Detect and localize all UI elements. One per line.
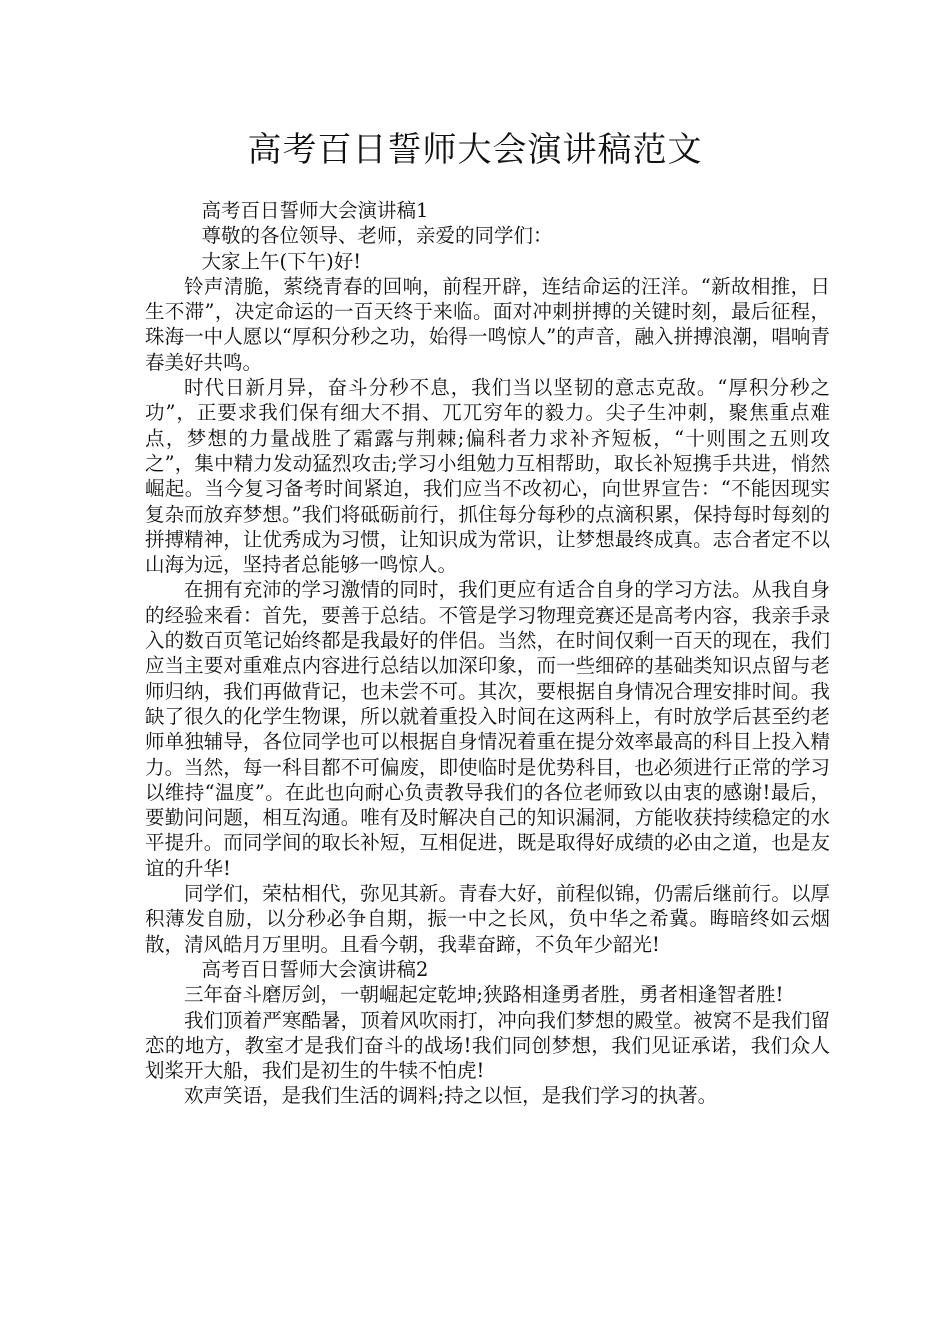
paragraph: 同学们，荣枯相代，弥见其新。青春大好，前程似锦，仍需后继前行。以厚积薄发自励，以分秒必争自期，振一中之长风，负中华之希冀。晦暗终如云烟散，清风皓月万里明。且看今朝，我辈奋蹄，不负年少韶光!: [145, 882, 830, 956]
speech-1-heading: 高考百日誓师大会演讲稿1: [201, 199, 429, 222]
paragraph: 在拥有充沛的学习激情的同时，我们更应有适合自身的学习方法。从我自身的经验来看：首先，要善于总结。不管是学习物理竞赛还是高考内容，我亲手录入的数百页笔记始终都是我最好的伴侣。当然，在时间仅剩一百天的现在，我们应当主要对重难点内容进行总结以加深印象，而一些细碎的基础类知识点留与老师归纳，我们再做背记，也未尝不可。其次，要根据自身情况合理安排时间。我缺了很久的化学生物课，所以就着重投入时间在这两科上，有时放学后甚至约老师单独辅导，各位同学也可以根据自身情况着重在提分效率最高的科目上投入精力。当然，每一科目都不可偏废，即使临时是优势科目，也必须进行正常的学习以维持“温度”。在此也向耐心负责教导我们的各位老师致以由衷的感谢!最后，要勤问问题，相互沟通。唯有及时解决自己的知识漏洞，方能收获持续稳定的水平提升。而同学间的取长补短，互相促进，既是取得好成绩的必由之道，也是友谊的升华!: [145, 578, 830, 880]
paragraph: 我们顶着严寒酷暑，顶着风吹雨打，冲向我们梦想的殿堂。被窝不是我们留恋的地方，教室才是我们奋斗的战场!我们同创梦想，我们见证承诺，我们众人划桨开大船，我们是初生的牛犊不怕虎!: [145, 1008, 830, 1083]
greeting: 大家上午(下午)好!: [201, 249, 362, 273]
paragraph: 三年奋斗磨厉剑，一朝崛起定乾坤;狭路相逢勇者胜，勇者相逢智者胜!: [184, 983, 784, 1007]
paragraph: 铃声清脆，萦绕青春的回响，前程开辟，连结命运的汪洋。“新故相推，日生不滞”，决定命运的一百天终于来临。面对冲刺拼搏的关键时刻，最后征程，珠海一中人愿以“厚积分秒之功，始得一鸣惊人”的声音，融入拼搏浪潮，唱响青春美好共鸣。: [145, 274, 830, 374]
document-body: [145, 198, 830, 1109]
paragraph: 时代日新月异，奋斗分秒不息，我们当以坚韧的意志克敌。“厚积分秒之功”，正要求我们保有细大不捐、兀兀穷年的毅力。尖子生冲刺，聚焦重点难点，梦想的力量战胜了霜露与荆棘;偏科者力求补齐短板，“十则围之五则攻之”，集中精力发动猛烈攻击;学习小组勉力互相帮助，取长补短携手共进，悄然崛起。当今复习备考时间紧迫，我们应当不改初心，向世界宣告：“不能因现实复杂而放弃梦想。”我们将砥砺前行，抓住每分每秒的点滴积累，保持每时每刻的拼搏精神，让优秀成为习惯，让知识成为常识，让梦想最终成真。志合者定不以山海为远，坚持者总能够一鸣惊人。: [145, 376, 830, 577]
paragraph: 欢声笑语，是我们生活的调料;持之以恒，是我们学习的执著。: [184, 1084, 718, 1108]
document-title: 高考百日誓师大会演讲稿范文: [247, 130, 703, 170]
salutation: 尊敬的各位领导、老师，亲爱的同学们：: [201, 224, 553, 248]
speech-2-heading: 高考百日誓师大会演讲稿2: [201, 957, 429, 981]
